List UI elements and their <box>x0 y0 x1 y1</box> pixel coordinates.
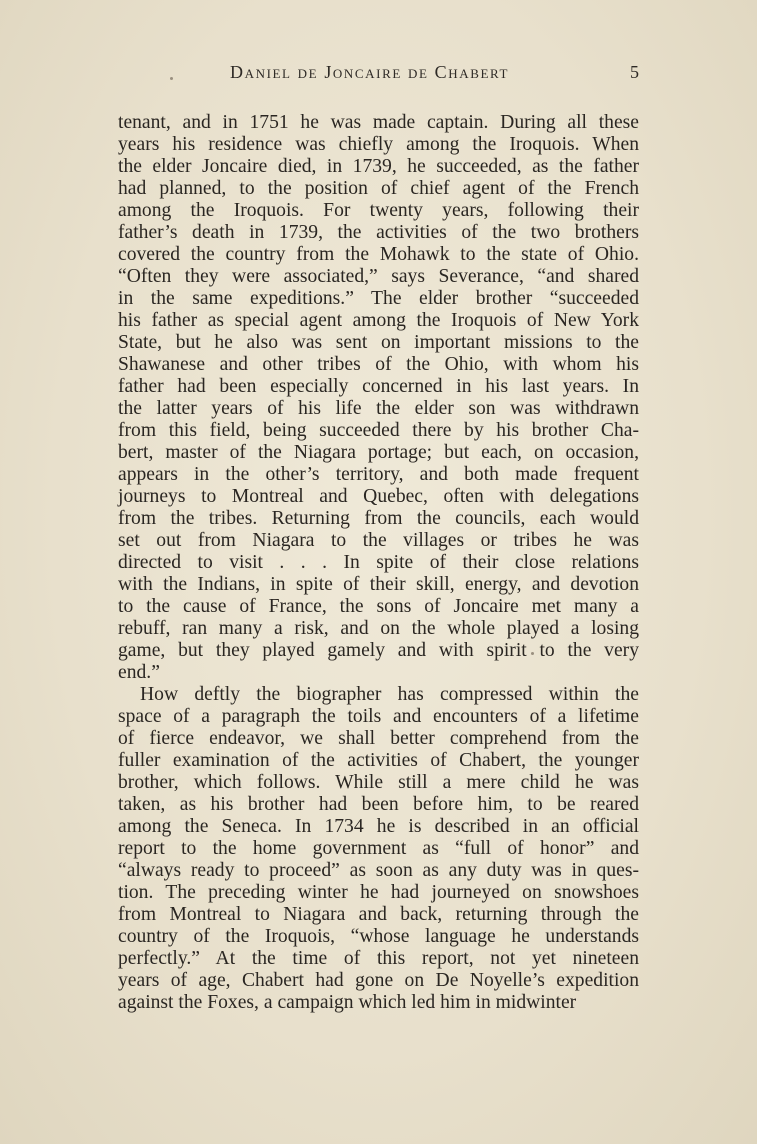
text-line: journeys to Montreal and Quebec, often with delegations <box>118 486 639 507</box>
text-line: perfectly.” At the time of this report, not yet nineteen <box>118 948 639 969</box>
text-line: brother, which follows. While still a mere child he was <box>118 772 639 793</box>
text-line: taken, as his brother had been before him, to be reared <box>118 794 639 815</box>
text-line: of fierce endeavor, we shall better comprehend from the <box>118 728 639 749</box>
text-line: father had been especially concerned in his last years. In <box>118 376 639 397</box>
paragraph <box>118 684 639 1014</box>
text-line: from the tribes. Returning from the councils, each would <box>118 508 639 529</box>
text-line: against the Foxes, a campaign which led him in midwinter <box>118 992 577 1013</box>
text-line: country of the Iroquois, “whose language he understands <box>118 926 639 947</box>
text-line: report to the home government as “full of honor” and <box>118 838 639 859</box>
text-line: space of a paragraph the toils and encounters of a lifetime <box>118 706 639 727</box>
text-line: rebuff, ran many a risk, and on the whole played a losing <box>118 618 639 639</box>
text-line: tion. The preceding winter he had journeyed on snowshoes <box>118 882 639 903</box>
text-line: his father as special agent among the Iroquois of New York <box>118 310 639 331</box>
text-line: to the cause of France, the sons of Joncaire met many a <box>118 596 639 617</box>
text-line: appears in the other’s territory, and both made frequent <box>118 464 639 485</box>
paragraph <box>118 112 639 684</box>
text-line: years of age, Chabert had gone on De Noyelle’s expedition <box>118 970 639 991</box>
text-line: tenant, and in 1751 he was made captain. During all these <box>118 112 639 133</box>
text-line: How deftly the biographer has compressed within the <box>140 684 639 705</box>
text-line: State, but he also was sent on important missions to the <box>118 332 639 353</box>
page-number: 5 <box>630 62 639 82</box>
text-line: had planned, to the position of chief agent of the French <box>118 178 639 199</box>
text-line: end.” <box>118 662 160 683</box>
text-line: set out from Niagara to the villages or tribes he was <box>118 530 639 551</box>
text-line: from this field, being succeeded there by his brother Cha- <box>118 420 639 441</box>
text-line: with the Indians, in spite of their skill, energy, and devotion <box>118 574 639 595</box>
text-line: the elder Joncaire died, in 1739, he succeeded, as the father <box>118 156 639 177</box>
text-line: among the Seneca. In 1734 he is described in an official <box>118 816 639 837</box>
text-line: bert, master of the Niagara portage; but each, on occasion, <box>118 442 639 463</box>
text-line: fuller examination of the activities of Chabert, the younger <box>118 750 639 771</box>
text-line: “Often they were associated,” says Severance, “and shared <box>118 266 639 287</box>
text-line: Shawanese and other tribes of the Ohio, with whom his <box>118 354 639 375</box>
running-head-title: Daniel de Joncaire de Chabert <box>230 62 510 82</box>
text-line: “always ready to proceed” as soon as any duty was in ques- <box>118 860 639 881</box>
text-line: from Montreal to Niagara and back, returning through the <box>118 904 639 925</box>
text-line: directed to visit . . . In spite of their close relations <box>118 552 639 573</box>
body-text <box>118 112 639 1014</box>
text-line: the latter years of his life the elder son was withdrawn <box>118 398 639 419</box>
text-line: years his residence was chiefly among the Iroquois. When <box>118 134 639 155</box>
running-head <box>118 62 639 88</box>
text-line: in the same expeditions.” The elder brother “succeeded <box>118 288 639 309</box>
text-line: among the Iroquois. For twenty years, following their <box>118 200 639 221</box>
text-line: father’s death in 1739, the activities of the two brothers <box>118 222 639 243</box>
text-line: game, but they played gamely and with spirit to the very <box>118 640 639 661</box>
text-line: covered the country from the Mohawk to the state of Ohio. <box>118 244 639 265</box>
